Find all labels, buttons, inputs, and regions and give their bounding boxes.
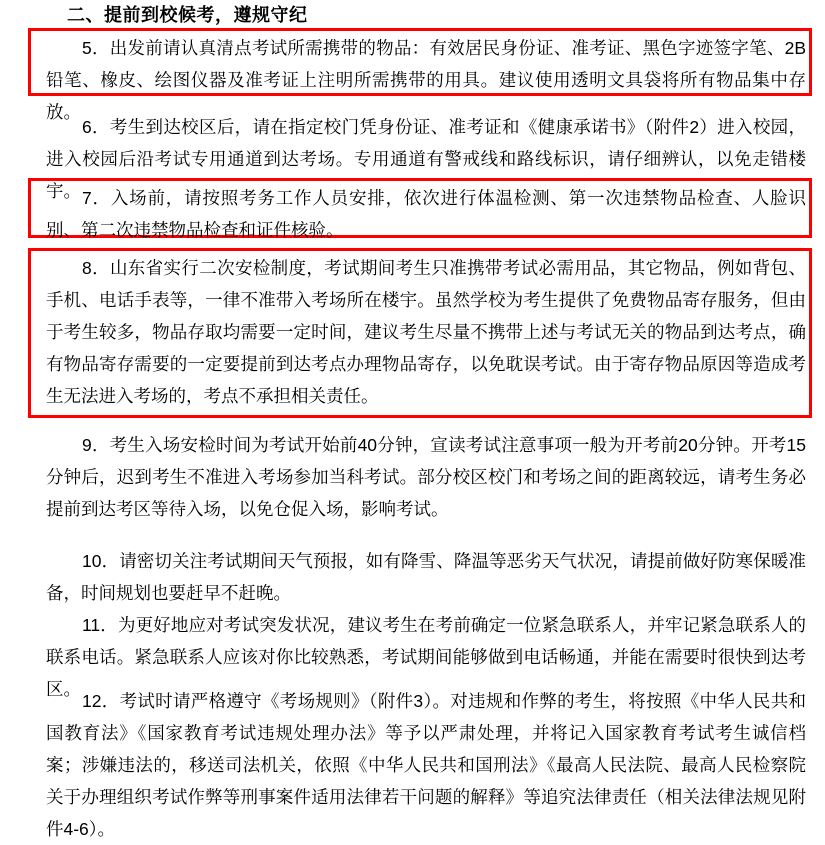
paragraph-item-8: 8．山东省实行二次安检制度，考试期间考生只准携带考试必需用品，其它物品，例如背包、手机、电话手表等，一律不准带入考场所在楼宇。虽然学校为考生提供了免费物品寄存服务，但由于考生较多，物品存取均需要一定时间，建议考生尽量不携带上述与考试无关的物品到达考点，确有物品寄存需要的一定要提前到达考点办理物品寄存，以免耽误考试。由于寄存物品原因等造成考生无法进入考场的，考点不承担相关责任。 [46,258,806,406]
paragraph-item-6: 6．考生到达校区后，请在指定校门凭身份证、准考证和《健康承诺书》（附件2）进入校园，进入校园后沿考试专用通道到达考场。专用通道有警戒线和路线标识，请仔细辨认，以免走错楼宇。 [46,117,806,201]
paragraph-item-11: 11．为更好地应对考试突发状况，建议考生在考前确定一位紧急联系人，并牢记紧急联系人的联系电话。紧急联系人应该对你比较熟悉，考试期间能够做到电话畅通，并能在需要时很快到达考区。 [46,615,806,699]
paragraph-item-5: 5．出发前请认真清点考试所需携带的物品：有效居民身份证、准考证、黑色字迹签字笔、2B铅笔、橡皮、绘图仪器及准考证上注明所需携带的用具。建议使用透明文具袋将所有物品集中存放。 [46,38,806,122]
paragraph-item-7: 7．入场前，请按照考务工作人员安排，依次进行体温检测、第一次违禁物品检查、人脸识别、第二次违禁物品检查和证件核验。 [46,188,806,240]
paragraph-item-12: 12．考试时请严格遵守《考场规则》（附件3）。对违规和作弊的考生，将按照《中华人民共和国教育法》《国家教育考试违规处理办法》等予以严肃处理，并将记入国家教育考试考生诚信档案；涉嫌违法的，移送司法机关，依照《中华人民共和国刑法》《最高人民法院、最高人民检察院关于办理组织考试作弊等刑事案件适用法律若干问题的解释》等追究法律责任（相关法律法规见附件4-6）。 [46,691,806,839]
paragraph-item-10: 10．请密切关注考试期间天气预报，如有降雪、降温等恶劣天气状况，请提前做好防寒保暖准备，时间规划也要赶早不赶晚。 [46,551,806,603]
section-heading: 二、提前到校候考，遵规守纪 [67,5,308,25]
paragraph-item-9: 9．考生入场安检时间为考试开始前40分钟，宣读考试注意事项一般为开考前20分钟。开考15分钟后，迟到考生不准进入考场参加当科考试。部分校区校门和考场之间的距离较远，请考生务必提前到达考区等待入场，以免仓促入场，影响考试。 [46,435,806,519]
